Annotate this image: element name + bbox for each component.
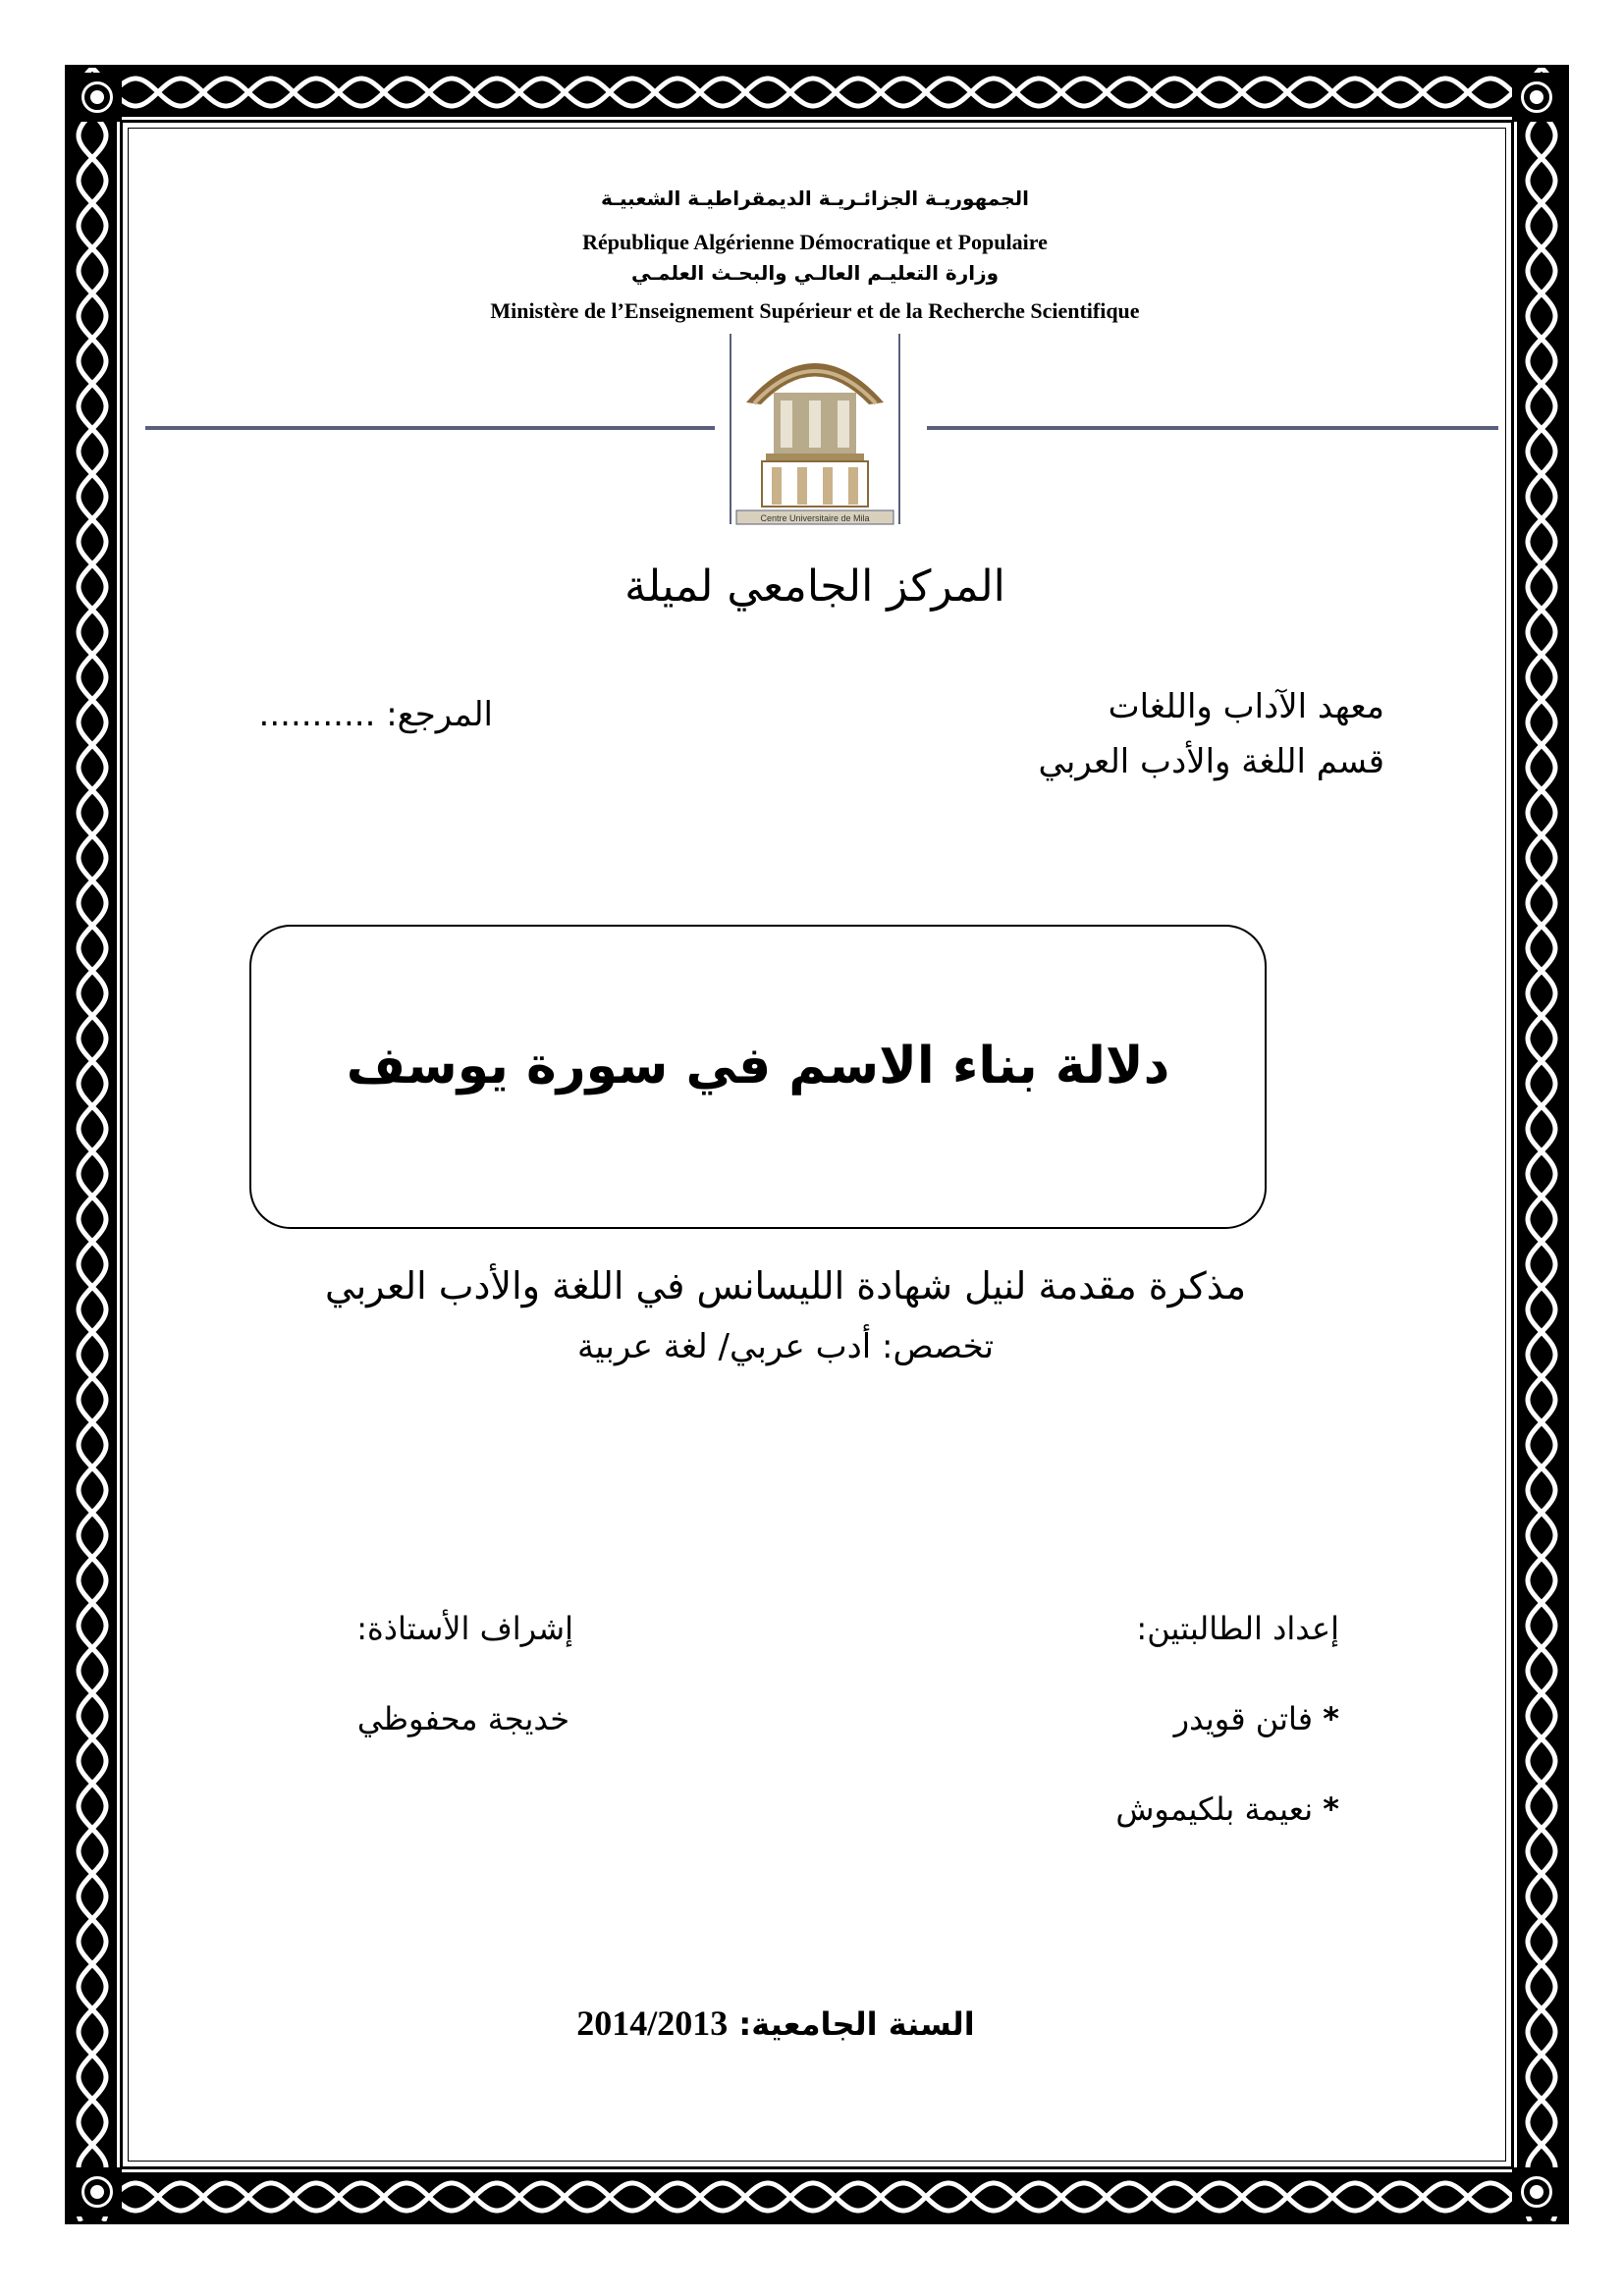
- academic-year: [530, 2002, 1021, 2044]
- corner-ornament-icon: [1512, 73, 1561, 122]
- thesis-title-box: [249, 925, 1267, 1229]
- ministry-name-arabic: وزارة التعليـم العالـي والبحـث العلمـي: [630, 261, 1000, 285]
- university-logo: [727, 334, 903, 530]
- corner-ornament-icon: [73, 2167, 122, 2216]
- ministry-name-french: Ministère de l’Enseignement Supérieur et de la Recherche Scientifique: [490, 298, 1140, 323]
- supervisor-label: إشراف الأستاذة:: [356, 1610, 573, 1647]
- border-band-left: [68, 68, 117, 2221]
- student-item: [1115, 1790, 1339, 1828]
- border-band-right: [1517, 68, 1566, 2221]
- academic-year-label: السنة الجامعية:: [738, 2005, 975, 2043]
- supervisor-name: خديجة محفوظي: [356, 1700, 569, 1737]
- student-name: نعيمة بلكيموش: [1115, 1790, 1314, 1828]
- thesis-title: دلالة بناء الاسم في سورة يوسف: [346, 1037, 1170, 1095]
- corner-ornament-icon: [73, 73, 122, 122]
- students-label: إعداد الطالبتين:: [1136, 1610, 1339, 1647]
- logo-caption: Centre Universitaire de Mila: [760, 513, 870, 523]
- student-name: فاتن قويدر: [1173, 1700, 1314, 1737]
- border-band-bottom: [68, 2172, 1566, 2221]
- header-divider-right: [927, 426, 1498, 430]
- corner-ornament-icon: [1512, 2167, 1561, 2216]
- student-item: [1174, 1700, 1339, 1737]
- academic-year-value: 2014/2013: [576, 2003, 729, 2043]
- specialization: تخصص: أدب عربي/ لغة عربية: [576, 1327, 995, 1366]
- republic-name-arabic: الجمهوريـة الجزائـريـة الديمقراطيـة الشعبيـة: [601, 187, 1029, 210]
- bullet-asterisk-icon: *: [1323, 1700, 1339, 1737]
- reference-field: المرجع: ...........: [258, 695, 493, 734]
- institute-name: معهد الآداب واللغات: [1108, 687, 1384, 726]
- degree-statement: مذكرة مقدمة لنيل شهادة الليسانس في اللغة والأدب العربي: [324, 1264, 1247, 1308]
- border-band-top: [68, 68, 1566, 117]
- republic-name-french: République Algérienne Démocratique et Populaire: [582, 230, 1048, 254]
- bullet-asterisk-icon: *: [1323, 1790, 1339, 1828]
- institution-name: المركز الجامعي لميلة: [624, 561, 1005, 612]
- department-name: قسم اللغة والأدب العربي: [1038, 742, 1384, 781]
- header-divider-left: [145, 426, 715, 430]
